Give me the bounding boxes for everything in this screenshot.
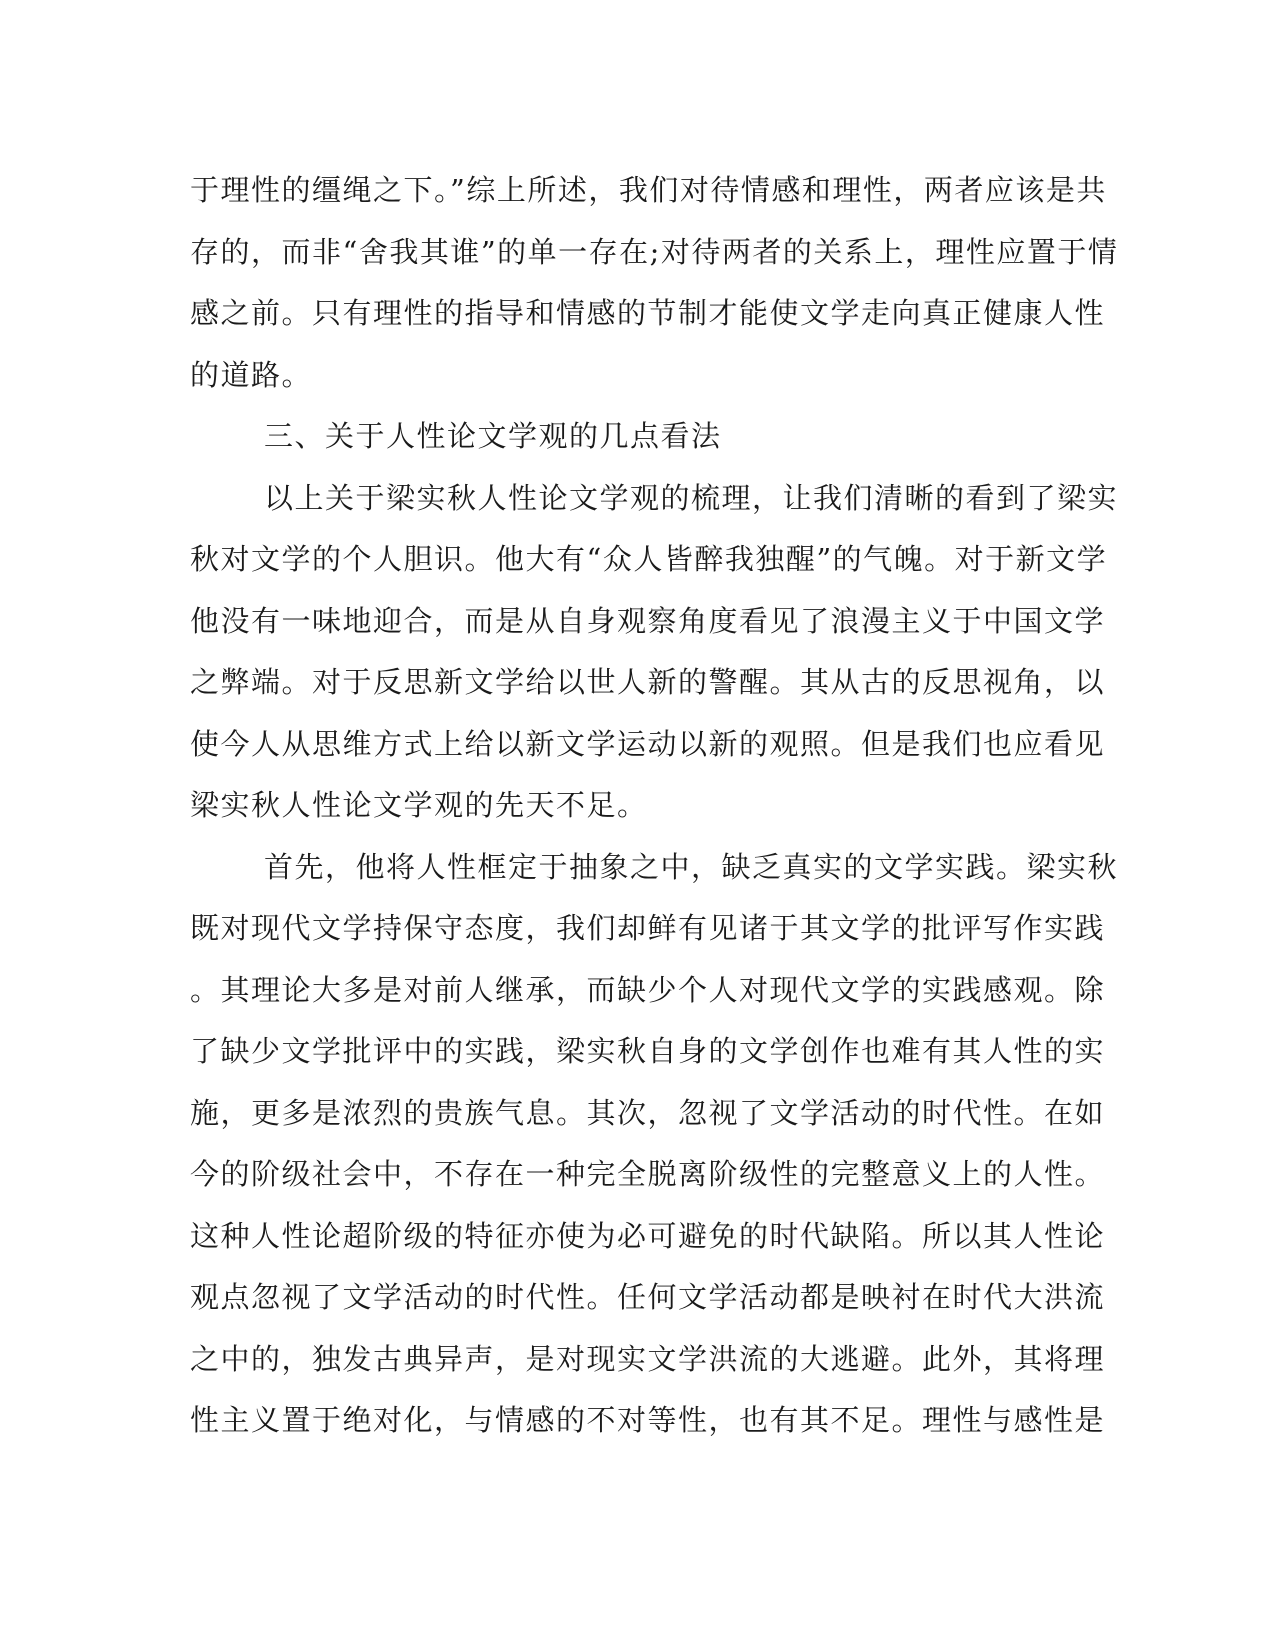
text-line: 既对现代文学持保守态度，我们却鲜有见诸于其文学的批评写作实践 xyxy=(190,911,1106,945)
text-line: 这种人性论超阶级的特征亦使为必可避免的时代缺陷。所以其人性论 xyxy=(190,1218,1106,1253)
text-line: 梁实秋人性论文学观的先天不足。 xyxy=(190,788,648,822)
text-line: 之中的，独发古典异声，是对现实文学洪流的大逃避。此外，其将理 xyxy=(190,1341,1106,1376)
text-line: 感之前。只有理性的指导和情感的节制才能使文学走向真正健康人性 xyxy=(190,296,1106,330)
text-line: 首先，他将人性框定于抽象之中，缺乏真实的文学实践。梁实秋 xyxy=(264,849,1119,884)
section-heading: 三、关于人性论文学观的几点看法 xyxy=(264,419,722,453)
text-line: 性主义置于绝对化，与情感的不对等性，也有其不足。理性与感性是 xyxy=(190,1403,1106,1437)
text-line: 存的，而非“舍我其谁”的单一存在;对待两者的关系上，理性应置于情 xyxy=(190,234,1119,269)
text-line: 观点忽视了文学活动的时代性。任何文学活动都是映衬在时代大洪流 xyxy=(190,1280,1106,1314)
text-line: 施，更多是浓烈的贵族气息。其次，忽视了文学活动的时代性。在如 xyxy=(190,1095,1106,1130)
text-line: 。其理论大多是对前人继承，而缺少个人对现代文学的实践感观。除 xyxy=(190,972,1106,1007)
text-line: 了缺少文学批评中的实践，梁实秋自身的文学创作也难有其人性的实 xyxy=(190,1034,1106,1068)
text-line: 以上关于梁实秋人性论文学观的梳理，让我们清晰的看到了梁实 xyxy=(264,480,1119,515)
text-line: 的道路。 xyxy=(190,357,313,392)
text-line: 之弊端。对于反思新文学给以世人新的警醒。其从古的反思视角，以 xyxy=(190,665,1106,699)
text-line: 秋对文学的个人胆识。他大有“众人皆醉我独醒”的气魄。对于新文学 xyxy=(190,542,1108,576)
body-text xyxy=(190,160,1119,1452)
text-line: 于理性的缰绳之下。”综上所述，我们对待情感和理性，两者应该是共 xyxy=(190,173,1107,207)
text-line: 使今人从思维方式上给以新文学运动以新的观照。但是我们也应看见 xyxy=(190,726,1106,761)
text-line: 他没有一味地迎合，而是从自身观察角度看见了浪漫主义于中国文学 xyxy=(190,603,1106,638)
text-line: 今的阶级社会中，不存在一种完全脱离阶级性的完整意义上的人性。 xyxy=(190,1157,1106,1191)
